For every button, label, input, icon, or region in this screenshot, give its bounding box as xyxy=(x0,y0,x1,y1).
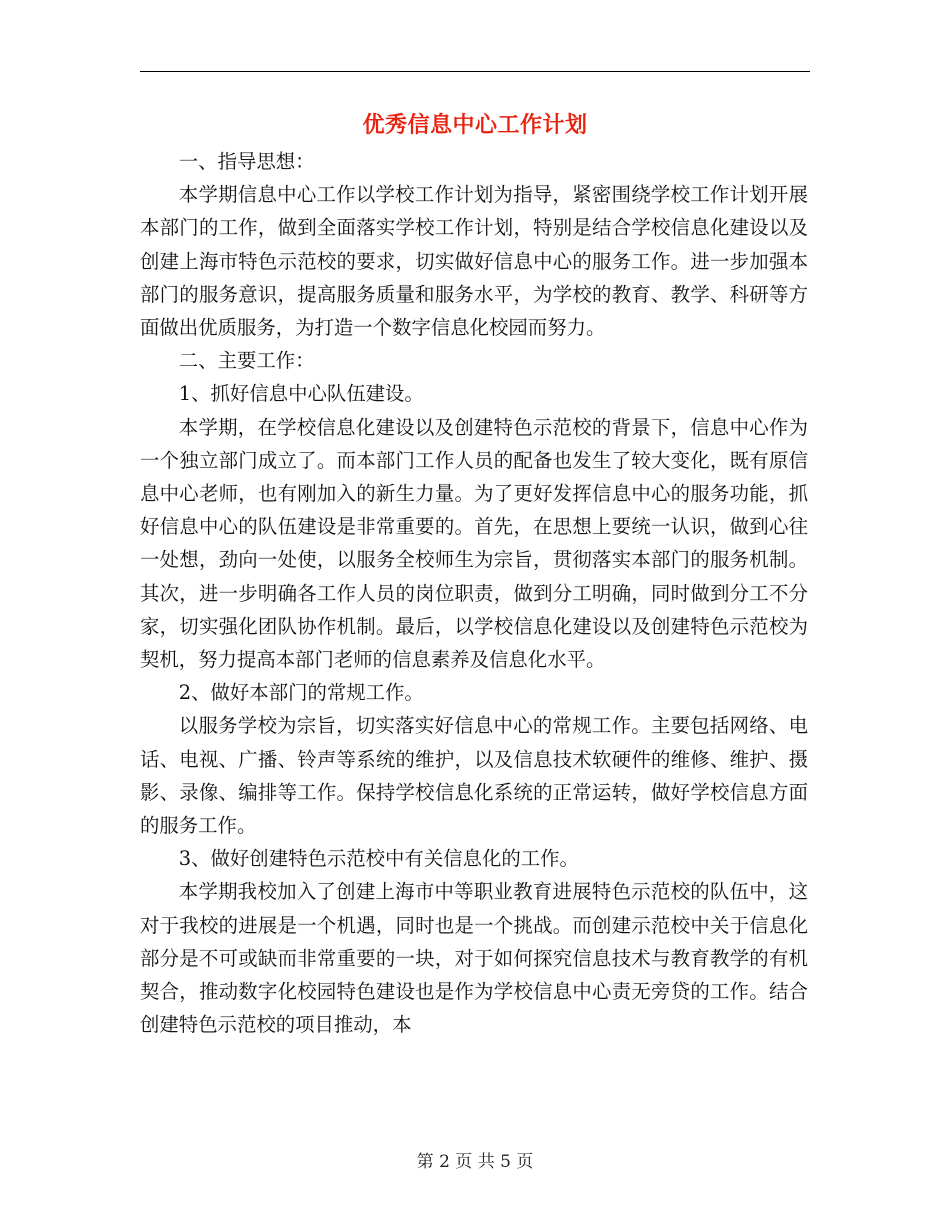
subheading-team-building: 1、抓好信息中心队伍建设。 xyxy=(178,382,424,406)
paragraph-team-building: 本学期，在学校信息化建设以及创建特色示范校的背景下，信息中心作为一个独立部门成立了。而本部门工作人员的配备也发生了较大变化，既有原信息中心老师，也有刚加入的新生力量。为了更好发挥信息中心的服务功能，抓好信息中心的队伍建设是非常重要的。首先，在思想上要统一认识，做到心往一处想，劲向一处使，以服务全校师生为宗旨，贯彻落实本部门的服务机制。其次，进一步明确各工作人员的岗位职责，做到分工明确，同时做到分工不分家，切实强化团队协作机制。最后，以学校信息化建设以及创建特色示范校为契机，努力提高本部门老师的信息素养及信息化水平。 xyxy=(140,415,808,672)
subheading-routine-work: 2、做好本部门的常规工作。 xyxy=(178,681,424,705)
paragraph-routine-work: 以服务学校为宗旨，切实落实好信息中心的常规工作。主要包括网络、电话、电视、广播、铃声等系统的维护，以及信息技术软硬件的维修、维护、摄影、录像、编排等工作。保持学校信息化系统的正常运转，做好学校信息方面的服务工作。 xyxy=(140,714,808,838)
paragraph-demo-school: 本学期我校加入了创建上海市中等职业教育进展特色示范校的队伍中，这对于我校的进展是一个机遇，同时也是一个挑战。而创建示范校中关于信息化部分是不可或缺而非常重要的一块，对于如何探究信息技术与教育教学的有机契合，推动数字化校园特色建设也是作为学校信息中心责无旁贷的工作。结合创建特色示范校的项目推动，本 xyxy=(140,880,808,1037)
heading-main-work: 二、主要工作： xyxy=(178,349,315,373)
subheading-demo-school: 3、做好创建特色示范校中有关信息化的工作。 xyxy=(178,847,579,871)
page-number: 第 2 页 共 5 页 xyxy=(416,1152,534,1172)
header-rule xyxy=(140,71,810,72)
document-title: 优秀信息中心工作计划 xyxy=(362,112,588,138)
paragraph-guiding-ideology: 本学期信息中心工作以学校工作计划为指导，紧密围绕学校工作计划开展本部门的工作，做到全面落实学校工作计划，特别是结合学校信息化建设以及创建上海市特色示范校的要求，切实做好信息中心的服务工作。进一步加强本部门的服务意识，提高服务质量和服务水平，为学校的教育、教学、科研等方面做出优质服务，为打造一个数字信息化校园而努力。 xyxy=(140,183,808,340)
heading-guiding-ideology: 一、指导思想： xyxy=(178,150,315,173)
document-body xyxy=(140,145,808,1041)
